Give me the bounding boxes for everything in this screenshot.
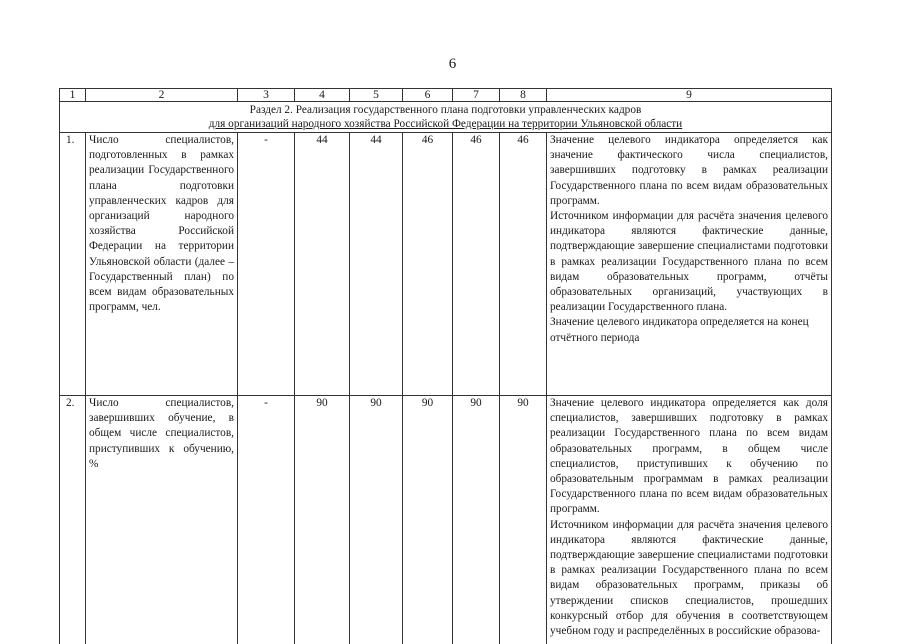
column-header: 7 xyxy=(453,89,500,102)
column-header: 9 xyxy=(547,89,832,102)
note-paragraph: Значение целевого индикатора определяется как доля специалистов, завершивших подготовку в рамках реализации Государственного плана по всем видам образовательных программ, в общем числе специалистов, приступивших к обучению по образовательным программам в рамках реализации Государственного плана по всем видам образовательных программ. xyxy=(550,396,828,518)
note-paragraph: Источником информации для расчёта значения целевого индикатора являются фактические данные, подтверждающие завершение специалистами подготовки в рамках реализации Государственного плана по всем видам образовательных программ, приказы об утверждении списков специалистов, прошедших конкурсный отбор для обучения в соответствующем учебном году и распределённых в российские образова- xyxy=(550,518,828,640)
indicator-notes xyxy=(547,396,832,644)
column-header: 4 xyxy=(295,89,350,102)
column-header: 1 xyxy=(60,89,86,102)
column-header: 3 xyxy=(238,89,295,102)
cell-value: - xyxy=(238,133,295,396)
column-header: 6 xyxy=(403,89,453,102)
cell-value: 44 xyxy=(350,133,403,396)
note-paragraph: Значение целевого индикатора определяется как значение фактического числа специалистов, завершивших подготовку в рамках реализации Государственного плана по всем видам образовательных программ. xyxy=(550,133,828,209)
indicator-notes xyxy=(547,133,832,396)
cell-value: 46 xyxy=(500,133,547,396)
indicators-table xyxy=(59,88,832,644)
cell-value: 44 xyxy=(295,133,350,396)
indicator-name: Число специалистов, подготовленных в рамках реализации Государственного плана подготовки управленческих кадров для организаций народного хозяйства Российской Федерации на территории Ульяновской области (далее – Государственный план) по всем видам образовательных программ, чел. xyxy=(86,133,238,396)
column-header: 2 xyxy=(86,89,238,102)
cell-value: 90 xyxy=(403,396,453,644)
cell-value: 90 xyxy=(453,396,500,644)
cell-value: 90 xyxy=(500,396,547,644)
column-header-row xyxy=(60,89,832,102)
table-row xyxy=(60,396,832,644)
section-title-line1: Раздел 2. Реализация государственного плана подготовки управленческих кадров xyxy=(63,103,828,117)
section-title-line2: для организаций народного хозяйства Российской Федерации на территории Ульяновской области xyxy=(63,117,828,131)
cell-value: 46 xyxy=(453,133,500,396)
section-title xyxy=(60,102,832,133)
note-paragraph: Значение целевого индикатора определяется на конец отчётного периода xyxy=(550,315,828,345)
cell-value: 90 xyxy=(295,396,350,644)
cell-value: 90 xyxy=(350,396,403,644)
indicator-name: Число специалистов, завершивших обучение, в общем числе специалистов, приступивших к обучению, % xyxy=(86,396,238,644)
cell-value: 46 xyxy=(403,133,453,396)
page-number: 6 xyxy=(0,56,905,73)
section-row xyxy=(60,102,832,133)
table-row xyxy=(60,133,832,396)
column-header: 8 xyxy=(500,89,547,102)
cell-value: - xyxy=(238,396,295,644)
note-paragraph: Источником информации для расчёта значения целевого индикатора являются фактические данные, подтверждающие завершение специалистами подготовки в рамках реализации Государственного плана по всем видам образовательных программ, отчёты образовательных организаций, участвующих в реализации Государственного плана. xyxy=(550,209,828,315)
row-number: 1. xyxy=(60,133,86,396)
column-header: 5 xyxy=(350,89,403,102)
row-number: 2. xyxy=(60,396,86,644)
